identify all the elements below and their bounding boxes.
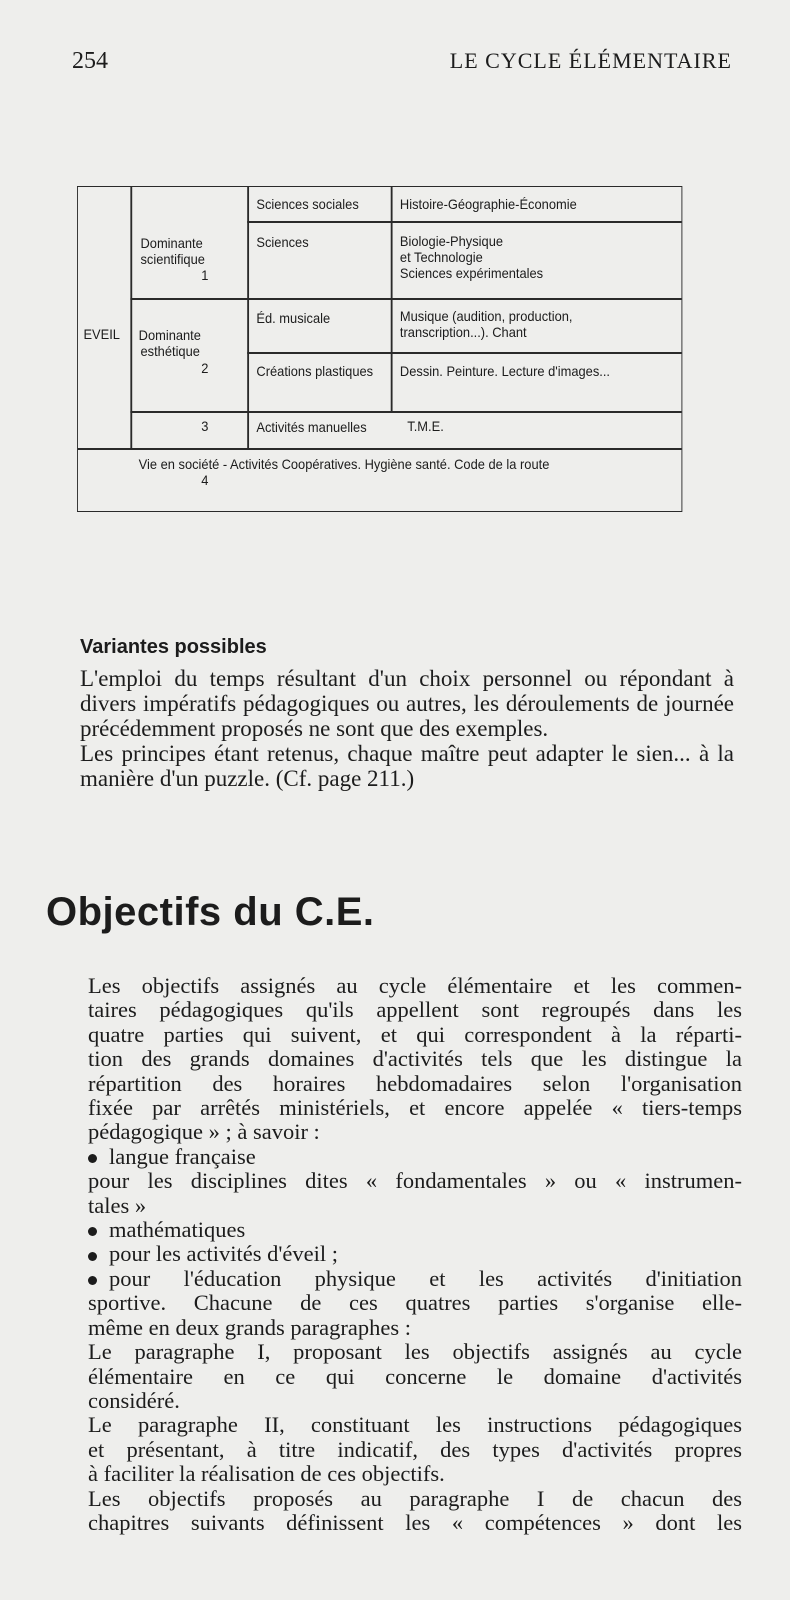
page-number: 254 [72,48,108,74]
sciences-label: Sciences [256,234,309,250]
body-line: tion des grands domaines d'activités tels que les distingue la [88,1046,742,1072]
table-rule [247,352,681,354]
variantes-paragraph-1: L'emploi du temps résultant d'un choix personnel ou répondant à divers impératifs pédagogiques ou autres, les déroulements de journée précédemment proposés ne sont que des exemples. [80,666,734,741]
body-line: tales » [88,1192,147,1218]
activites-manuelles-label: Activités manuelles [256,419,367,435]
variantes-paragraph-2: Les principes étant retenus, chaque maître peut adapter le sien... à la manière d'un puzzle. (Cf. page 211.) [80,741,734,791]
body-line: pédagogique » ; à savoir : [88,1119,320,1145]
musique-line1: Musique (audition, production, [399,308,573,324]
running-title: LE CYCLE ÉLÉMENTAIRE [449,48,732,73]
body-line: sportive. Chacune de ces quatres parties s'organise elle- [88,1290,742,1316]
objectifs-body [88,974,742,1535]
row4-number: 4 [201,472,209,488]
body-line: considéré. [88,1387,180,1413]
variantes-text [80,666,734,791]
bullet-text: langue française [109,1143,256,1169]
ed-musicale-label: Éd. musicale [256,310,331,326]
table-rule [247,187,248,448]
dominante-esthetique-line2: esthétique [140,343,200,359]
bullet-text: mathématiques [109,1217,246,1243]
body-line: quatre parties qui suivent, et qui correspondent à la réparti- [88,1021,742,1047]
body-line: Le paragraphe I, proposant les objectifs assignés au cycle [88,1339,742,1365]
bullet-item [88,1267,742,1291]
dominante-scientifique-line1: Dominante [140,235,203,251]
vie-en-societe-label: Vie en société - Activités Coopératives. Hygiène santé. Code de la route [138,456,550,472]
body-line: Les objectifs proposés au paragraphe I de chacun des [88,1485,742,1511]
bullet-icon [88,1276,97,1285]
body-line: même en deux grands paragraphes : [88,1314,411,1340]
dominante-scientifique-line2: scientifique [140,251,205,267]
body-line: élémentaire en ce qui concerne le domaine d'activités [88,1363,742,1389]
body-line: Les objectifs assignés au cycle élémentaire et les commen- [88,973,742,998]
row3-number: 3 [201,418,209,434]
body-line: à faciliter la réalisation de ces objectifs. [88,1461,445,1487]
bullet-item [88,1145,742,1169]
sciences-sociales-label: Sciences sociales [256,196,359,212]
activities-table [77,186,682,512]
dominante-scientifique-number: 1 [201,267,209,283]
body-line: fixée par arrêtés ministériels, et encore appelée « tiers-temps [88,1095,742,1121]
body-line: chapitres suivants définissent les « compétences » dont les [88,1509,742,1535]
body-line: répartition des horaires hebdomadaires selon l'organisation [88,1070,742,1096]
table-rule [130,411,681,413]
creations-label: Créations plastiques [256,363,374,379]
body-line: taires pédagogiques qu'ils appellent sont regroupés dans les [88,997,742,1023]
bullet-text: pour les activités d'éveil ; [109,1241,338,1267]
histoire-label: Histoire-Géographie-Économie [399,196,577,212]
dominante-esthetique-number: 2 [201,360,209,376]
table-rule [130,187,131,448]
dominante-esthetique-line1: Dominante [138,327,201,343]
table-rule [247,221,681,223]
musique-line2: transcription...). Chant [399,324,527,340]
biologie-line2: et Technologie [399,249,483,265]
tme-label: T.M.E. [407,418,444,434]
biologie-line1: Biologie-Physique [399,233,504,249]
table-rule [78,448,682,450]
body-line: et présentant, à titre indicatif, des types d'activités propres [88,1436,742,1462]
bullet-item [88,1242,742,1266]
bullet-icon [88,1252,97,1261]
variantes-heading: Variantes possibles [80,636,267,658]
table-rule [130,298,681,300]
bullet-item [88,1218,742,1242]
biologie-line3: Sciences expérimentales [399,265,544,281]
body-line: pour les disciplines dites « fondamentales » ou « instrumen- [88,1168,742,1194]
bullet-icon [88,1154,97,1163]
bullet-text: pour l'éducation physique et les activités d'initiation [109,1265,742,1291]
dessin-label: Dessin. Peinture. Lecture d'images... [399,363,610,379]
bullet-icon [88,1227,97,1236]
eveil-label: EVEIL [83,326,120,342]
body-line: Le paragraphe II, constituant les instructions pédagogiques [88,1412,742,1438]
objectifs-heading: Objectifs du C.E. [46,890,375,934]
